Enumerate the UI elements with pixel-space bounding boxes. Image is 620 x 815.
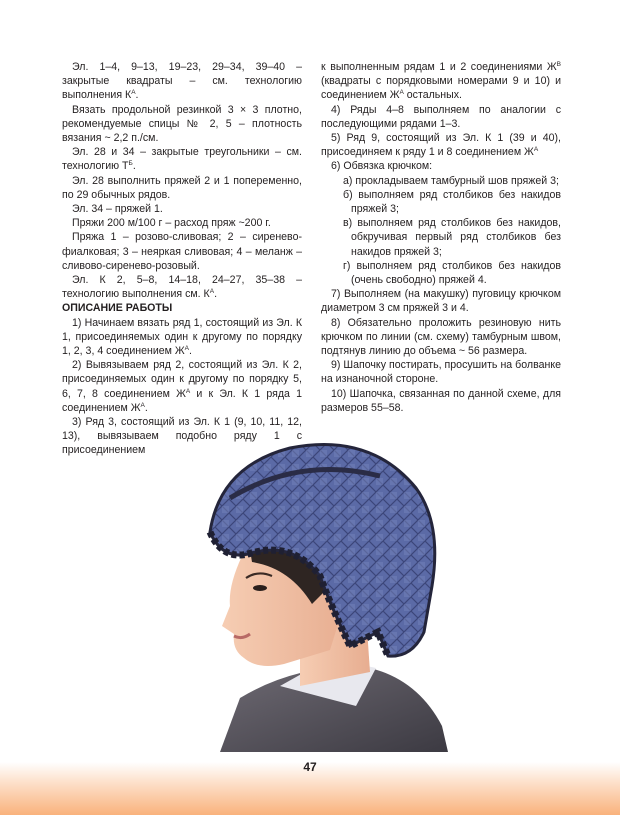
paragraph: Эл. 28 и 34 – закрытые треугольники – см. технологию $Т^Б$.: [62, 146, 302, 173]
sub-step-item: г) выполняем ряд столбиков без накидов (очень свободно) пряжей 4.: [343, 259, 561, 287]
paragraph: Эл. 1–4, 9–13, 19–23, 29–34, 39–40 – закрытые квадраты – см. технологию выполнения $К^А$.: [62, 61, 302, 102]
eye-mark: [253, 585, 267, 591]
sub-step-item: а) прокладываем тамбурный шов пряжей 3;: [343, 174, 559, 187]
paragraph: Пряжа 1 – розово-сливовая; 2 – сиренево-фиалковая; 3 – неяркая сливовая; 4 – меланж – сливово-сиренево-розовый.: [62, 231, 302, 272]
step-item: 2) Вывязываем ряд 2, состоящий из Эл. К 2, присоединяемых один к другому по порядку 5, 6, 7, 8 соединением $Ж^А$ и к Эл. К 1 ряда 1 соединением $Ж^А$.: [62, 359, 302, 414]
step-item: 7) Выполняем (на макушку) пуговицу крючком диаметром 3 см пряжей 3 и 4.: [321, 288, 561, 315]
step-item: 9) Шапочку постирать, просушить на болванке на изнаночной стороне.: [321, 359, 561, 386]
text-column-left: [62, 60, 302, 458]
paragraph: Эл. К 2, 5–8, 14–18, 24–27, 35–38 – технологию выполнения см. $К^А$.: [62, 274, 302, 301]
paragraph: Эл. 28 выполнить пряжей 2 и 1 попеременно, по 29 обычных рядов.: [62, 174, 302, 201]
step-item: 4) Ряды 4–8 выполняем по аналогии с последующими рядами 1–3.: [321, 103, 561, 130]
text-column-right: [321, 60, 561, 415]
sub-step-item: в) выполняем ряд столбиков без накидов, обкручивая первый ряд столбиков без накидов пряжей 3;: [343, 217, 561, 258]
step-item: 10) Шапочка, связанная по данной схеме, для размеров 55–58.: [321, 387, 561, 414]
section-heading: ОПИСАНИЕ РАБОТЫ: [62, 302, 173, 315]
paragraph: Пряжи 200 м/100 г – расход пряж ~200 г.: [72, 217, 271, 230]
sub-step-item: б) выполняем ряд столбиков без накидов пряжей 3;: [343, 188, 561, 216]
page-number: 47: [303, 760, 317, 774]
paragraph: к выполненным рядам 1 и 2 соединениями $Ж^В$ (квадраты с порядковыми номерами 9 и 10) и соединением $Ж^А$ остальных.: [321, 61, 561, 102]
step-item: 6) Обвязка крючком:: [331, 160, 433, 173]
paragraph: Вязать продольной резинкой 3 × 3 плотно, рекомендуемые спицы № 2, 5 – плотность вязания ~ 2,2 п./см.: [62, 103, 302, 145]
step-item: 5) Ряд 9, состоящий из Эл. К 1 (39 и 40), присоединяем к ряду 1 и 8 соединением $Ж^А$: [321, 132, 561, 159]
step-item: 1) Начинаем вязать ряд 1, состоящий из Эл. К 1, присоединяемых один к другому по порядку 1, 2, 3, 4 соединением $Ж^А$.: [62, 316, 302, 358]
hat-photo: [180, 436, 450, 752]
step-item: 3) Ряд 3, состоящий из Эл. К 1 (9, 10, 11, 12, 13), вывязываем подобно ряду 1 с присоединением: [62, 416, 302, 457]
step-item: 8) Обязательно проложить резиновую нить крючком по линии (см. схему) тамбурным швом, подтянув линию до объема ~ 56 размера.: [321, 316, 561, 358]
paragraph: Эл. 34 – пряжей 1.: [72, 203, 163, 216]
